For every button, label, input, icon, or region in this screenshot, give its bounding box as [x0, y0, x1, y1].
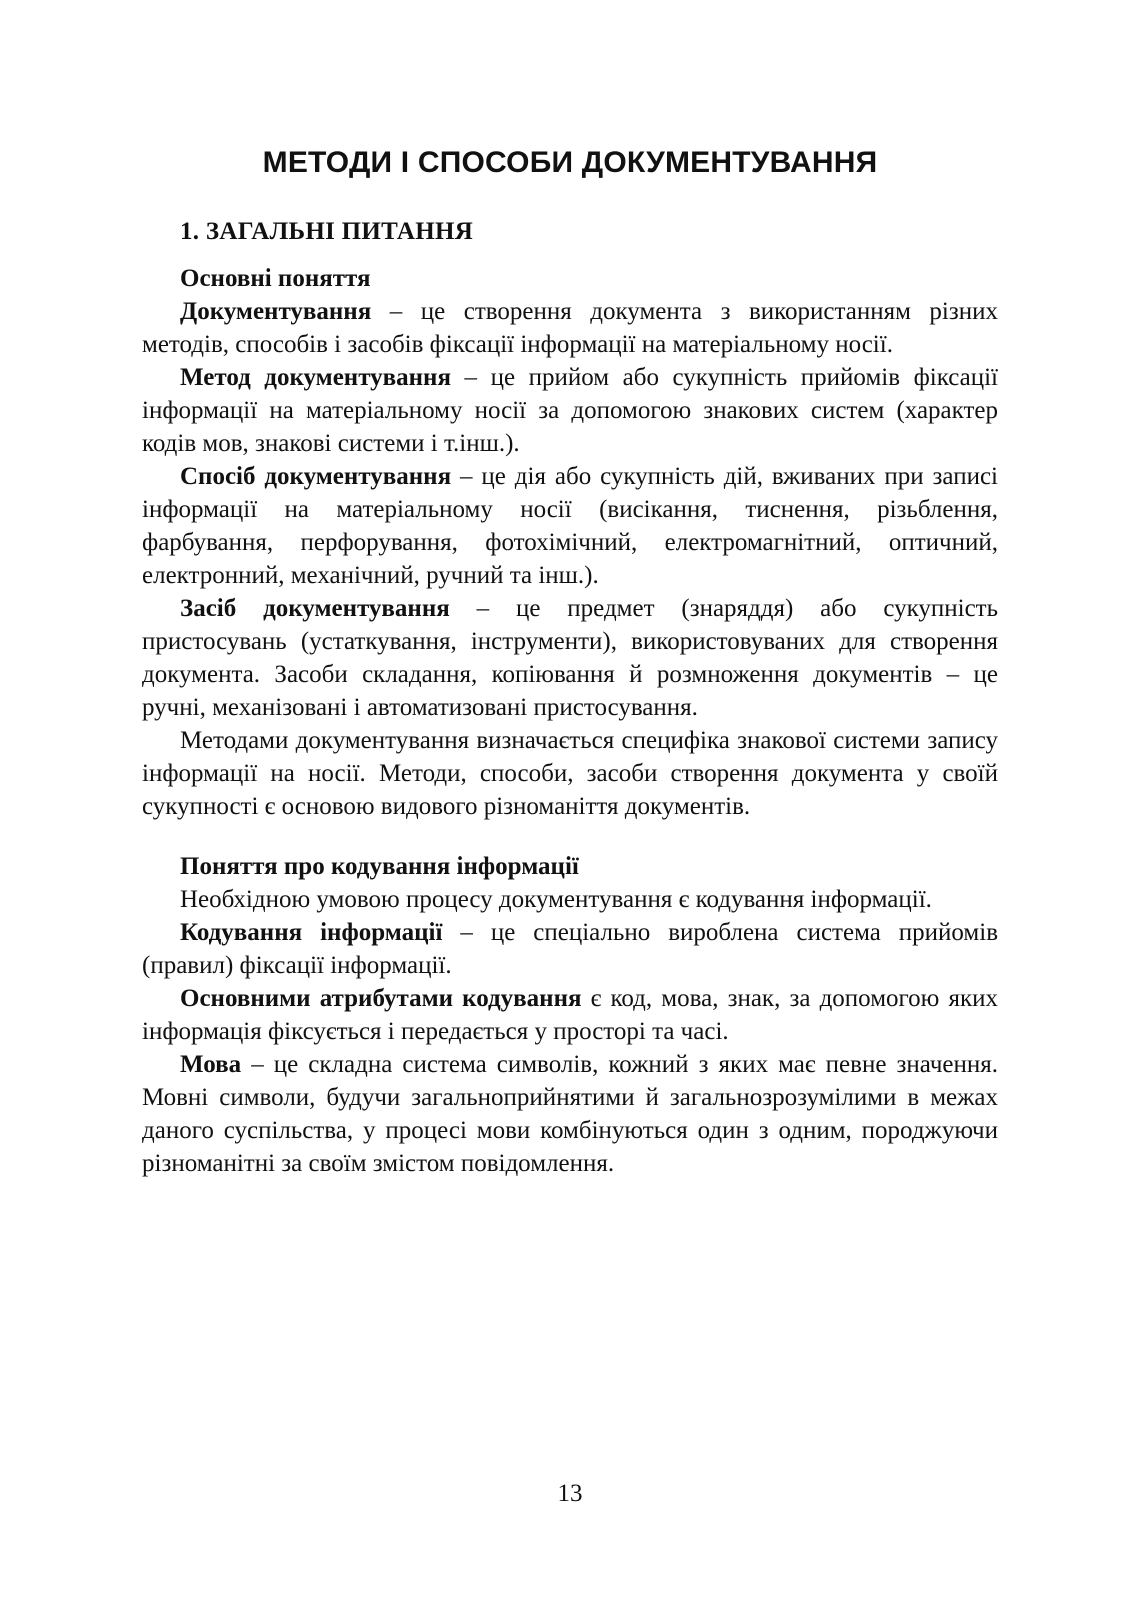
- definition-means: – це предмет (знаряддя) або сукупність пристосувань (устаткування, інструменти), використовуваних для створення документа. Засоби складання, копіювання й розмноження документів – це ручні, механізовані і автоматизовані пристосування.: [142, 595, 999, 721]
- definition-method: – це прийом або сукупність прийомів фіксації інформації на матеріальному носії за допомогою знакових систем (характер кодів мов, знакові системи і т.інш.).: [142, 364, 999, 457]
- paragraph-language: [142, 1048, 998, 1180]
- paragraph-methods-summary: Методами документування визначається специфіка знакової системи запису інформації на носії. Методи, способи, засоби створення документа у своїй сукупності є основою видового різноманіття документів.: [142, 727, 998, 820]
- definition-coding-attributes: є код, мова, знак, за допомогою яких інформація фіксується і передається у просторі та часі.: [142, 985, 999, 1045]
- paragraph-coding: [142, 916, 998, 982]
- spacer: [142, 823, 998, 850]
- subsection-heading-basic-concepts: Основні поняття: [180, 265, 371, 292]
- term-coding: Кодування інформації: [180, 919, 443, 946]
- definition-coding: – це спеціально вироблена система прийомів (правил) фіксації інформації.: [142, 919, 998, 979]
- term-method: Метод документування: [180, 364, 451, 391]
- paragraph-way: [142, 460, 998, 592]
- definition-language: – це складна система символів, кожний з яких має певне значення. Мовні символи, будучи загальноприйнятими й загальнозрозумілими в межах даного суспільства, у процесі мови комбінуються один з одним, породжуючи різноманітні за своїм змістом повідомлення.: [142, 1051, 998, 1177]
- term-way: Спосіб документування: [180, 463, 452, 490]
- paragraph-documenting: [142, 295, 998, 361]
- term-documenting: Документування: [180, 298, 372, 325]
- page-title: МЕТОДИ І СПОСОБИ ДОКУМЕНТУВАННЯ: [262, 146, 878, 179]
- paragraph-means: [142, 592, 998, 724]
- term-language: Мова: [180, 1051, 242, 1078]
- page-number: 13: [557, 1480, 583, 1507]
- term-means: Засіб документування: [180, 595, 450, 622]
- definition-way: – це дія або сукупність дій, вживаних при записі інформації на матеріальному носії (висікання, тиснення, різьблення, фарбування, перфорування, фотохімічний, електромагнітний, оптичний, електронний, механічний, ручний та інш.).: [142, 463, 998, 589]
- paragraph-method: [142, 361, 998, 460]
- section-heading: 1. ЗАГАЛЬНІ ПИТАННЯ: [180, 218, 474, 245]
- definition-documenting: – це створення документа з використанням різних методів, способів і засобів фіксації інформації на матеріальному носії.: [142, 298, 998, 358]
- body-text: [142, 262, 998, 1180]
- subsection-heading-coding: Поняття про кодування інформації: [180, 853, 579, 880]
- paragraph-coding-condition: Необхідною умовою процесу документування є кодування інформації.: [180, 886, 932, 913]
- term-coding-attributes: Основними атрибутами кодування: [180, 985, 582, 1012]
- paragraph-coding-attributes: [142, 982, 998, 1048]
